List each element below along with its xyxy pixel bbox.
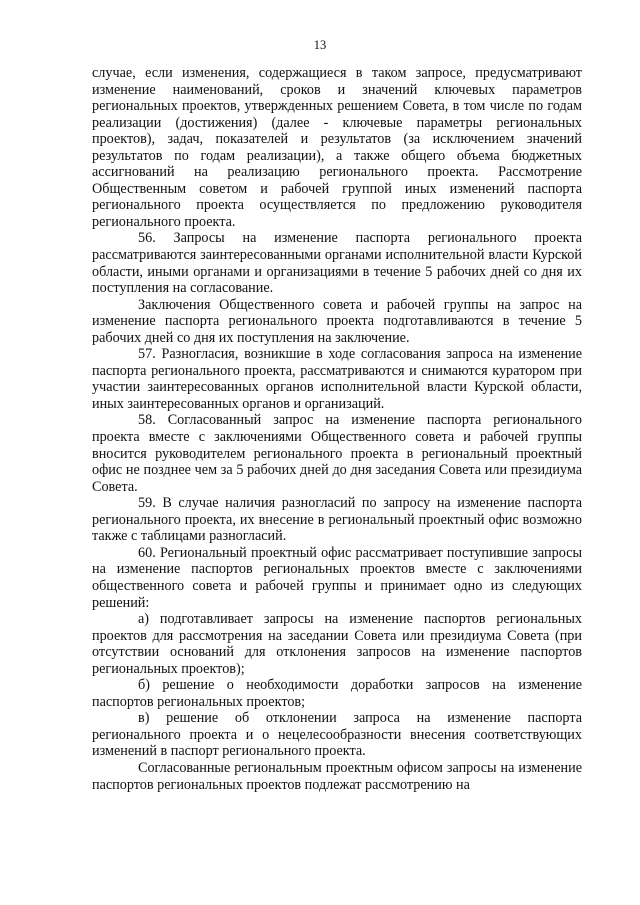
paragraph-56-conclusions: Заключения Общественного совета и рабочей группы на запрос на изменение паспорта регионального проекта подготавливаются в течение 5 рабочих дней со дня их поступления на заключение. — [92, 296, 582, 346]
paragraph-59: 59. В случае наличия разногласий по запросу на изменение паспорта регионального проекта, их внесение в региональный проектный офис возможно также с таблицами разногласий. — [92, 495, 582, 545]
paragraph-60-item-c: в) решение об отклонении запроса на изменение паспорта регионального проекта и о нецелесообразности внесения соответствующих изменений в паспорт регионального проекта. — [92, 710, 582, 760]
paragraph-56: 56. Запросы на изменение паспорта регионального проекта рассматриваются заинтересованными органами исполнительной власти Курской области, иными органами и организациями в течение 5 рабочих дней со дня их поступления на согласование. — [92, 230, 582, 297]
paragraph-57: 57. Разногласия, возникшие в ходе согласования запроса на изменение паспорта регионального проекта, рассматриваются и снимаются куратором при участии заинтересованных органов исполнительной власти Курской области, иных заинтересованных органов и организаций. — [92, 346, 582, 412]
paragraph-58: 58. Согласованный запрос на изменение паспорта регионального проекта вместе с заключениями Общественного совета и рабочей группы вносится руководителем регионального проекта в региональный проектный офис не позднее чем за 5 рабочих дней до дня заседания Совета или президиума Совета. — [92, 412, 582, 495]
paragraph-60: 60. Региональный проектный офис рассматривает поступившие запросы на изменение паспортов региональных проектов вместе с заключениями общественного совета и рабочей группы и принимает одно из следующих решений: — [92, 544, 582, 611]
document-body — [92, 65, 582, 793]
paragraph-60-item-a: а) подготавливает запросы на изменение паспортов региональных проектов для рассмотрения на заседании Совета или президиума Совета (при отсутствии оснований для отклонения запросов на изменение паспортов региональных проектов); — [92, 611, 582, 677]
page-number: 13 — [313, 38, 327, 52]
paragraph-60-approved-requests: Согласованные региональным проектным офисом запросы на изменение паспортов региональных проектов подлежат рассмотрению на — [92, 759, 582, 793]
paragraph-55-continuation: случае, если изменения, содержащиеся в таком запросе, предусматривают изменение наименований, сроков и значений ключевых параметров региональных проектов, утвержденных решением Совета, в том числе по годам реализации (достижения) (далее - ключевые параметры региональных проектов), задач, показателей и результатов (за исключением значений результатов по годам реализации), а также общего объема бюджетных ассигнований на реализацию регионального проекта. Рассмотрение Общественным советом и рабочей группой иных изменений паспорта регионального проекта осуществляется по предложению руководителя регионального проекта. — [92, 65, 582, 230]
paragraph-60-item-b: б) решение о необходимости доработки запросов на изменение паспортов региональных проектов; — [92, 677, 582, 710]
